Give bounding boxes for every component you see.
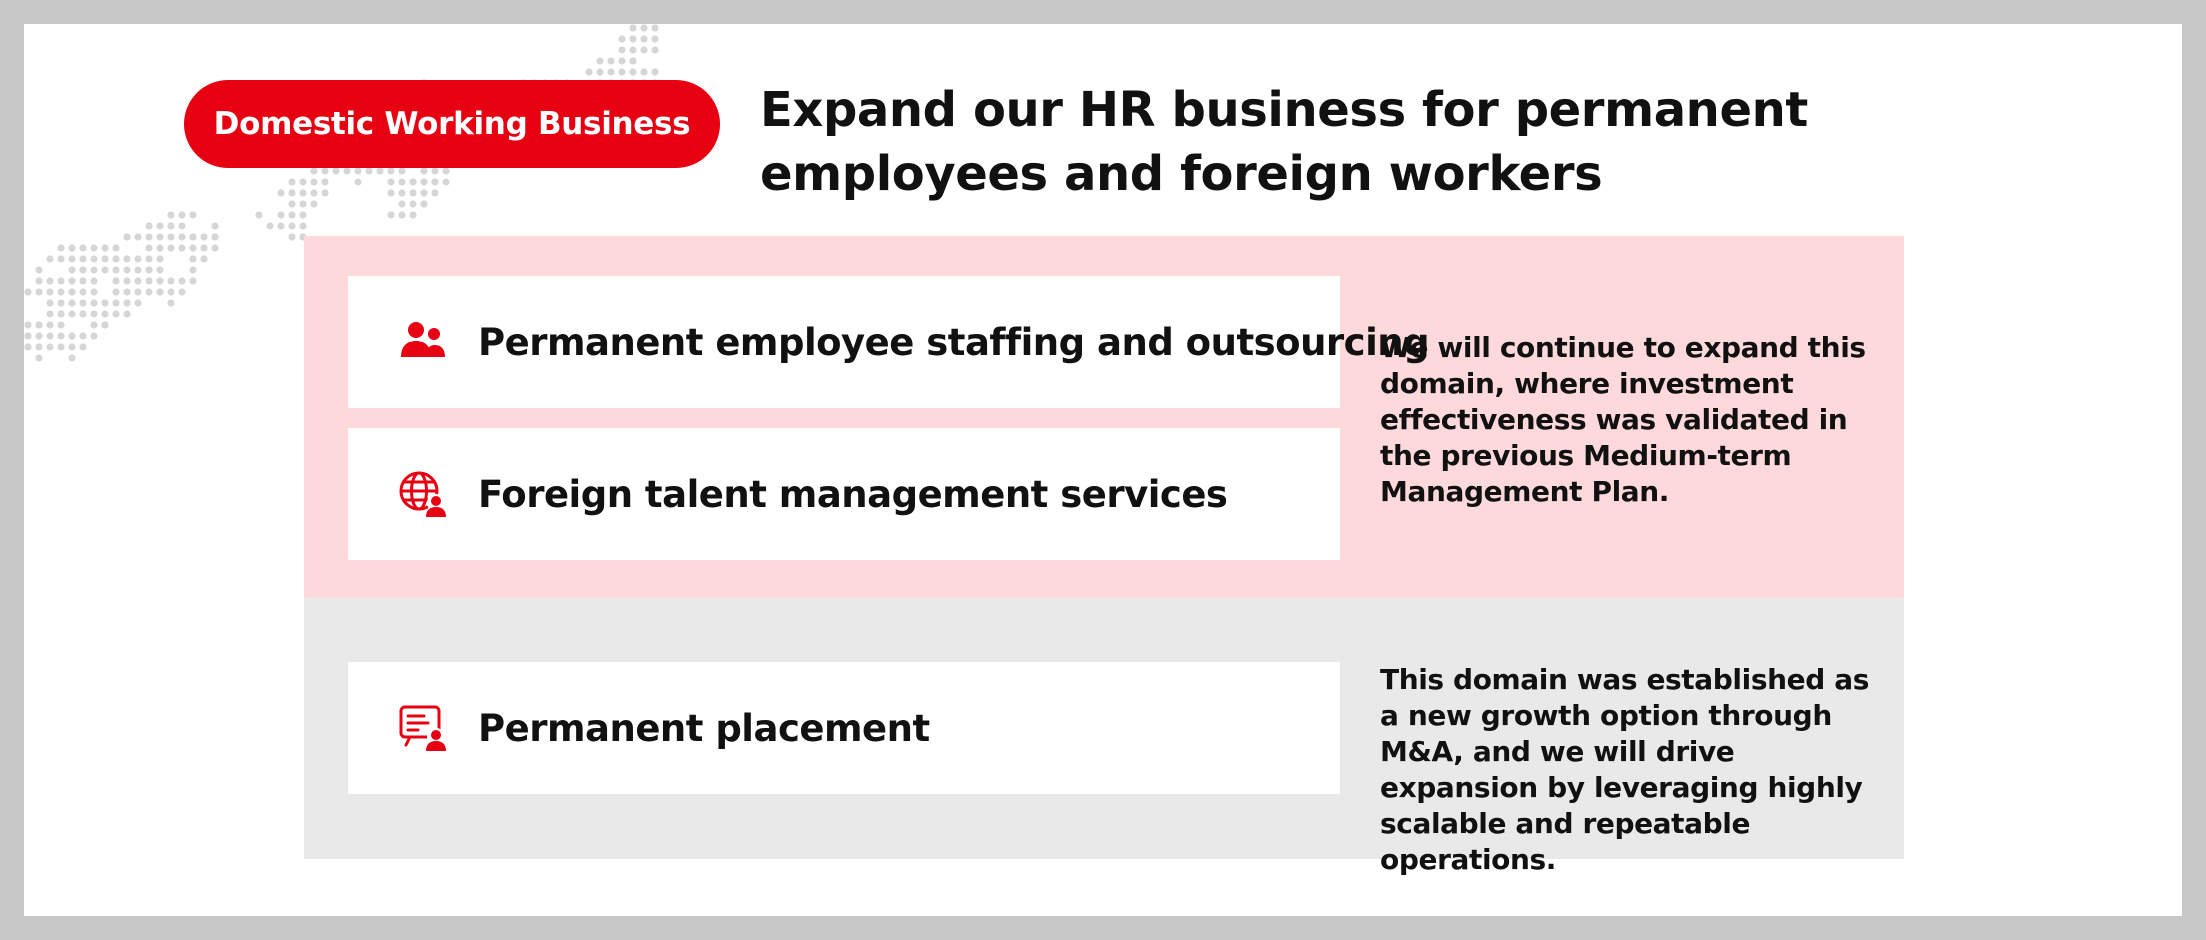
service-label: Permanent placement	[478, 706, 930, 750]
presentation-person-icon	[398, 703, 448, 753]
slide-card	[24, 24, 2182, 916]
business-badge	[184, 80, 720, 168]
people-icon	[398, 317, 448, 367]
growth-domain-panel	[304, 598, 1904, 876]
service-card-permanent-staffing	[348, 276, 1430, 408]
service-label: Foreign talent management services	[478, 472, 1228, 516]
investment-domain-panel	[304, 236, 1904, 598]
group-description: This domain was established as a new growth option through M&A, and we will drive expansion by leveraging highly scalable and repeatable operations.	[1380, 663, 1869, 876]
service-card-permanent-placement	[348, 662, 1340, 794]
business-badge-label: Domestic Working Business	[213, 106, 691, 142]
page-headline: Expand our HR business for permanent employees and foreign workers	[760, 82, 1808, 202]
service-card-foreign-talent	[348, 428, 1340, 560]
service-label: Permanent employee staffing and outsourcing	[478, 320, 1430, 364]
globe-person-icon	[398, 469, 448, 519]
group-description: We will continue to expand this domain, where investment effectiveness was validated in the previous Medium-term Management Plan.	[1380, 331, 1866, 508]
